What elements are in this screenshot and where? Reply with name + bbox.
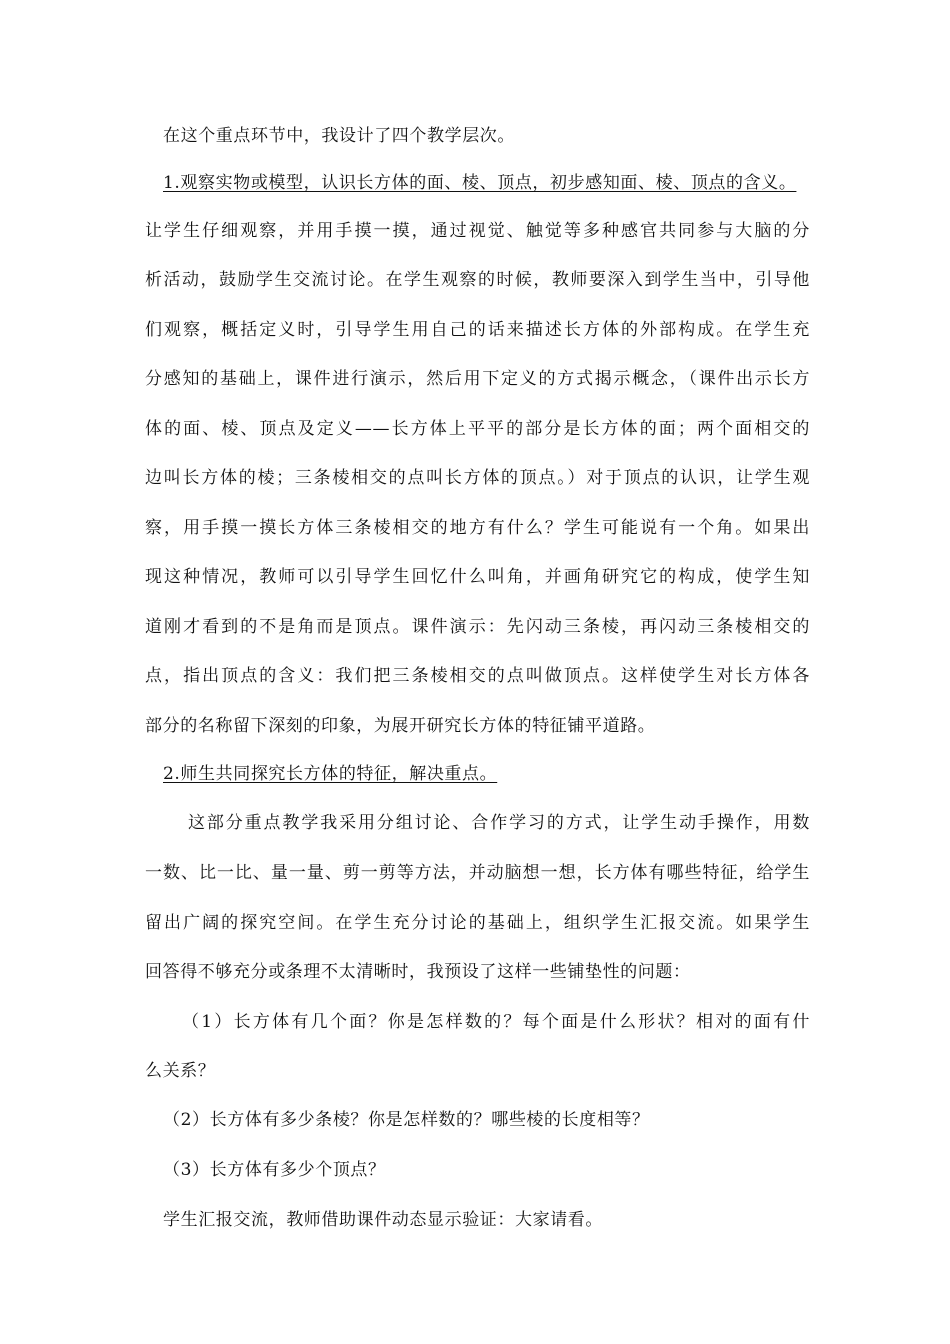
section2-line: 一数、比一比、量一量、剪一剪等方法，并动脑想一想，长方体有哪些特征，给学生 (145, 863, 810, 883)
intro-paragraph: 在这个重点环节中，我设计了四个教学层次。 (163, 126, 515, 146)
section2-heading: 2.师生共同探究长方体的特征，解决重点。 (163, 764, 498, 784)
section1-line: 察，用手摸一摸长方体三条棱相交的地方有什么？学生可能说有一个角。如果出 (145, 518, 810, 538)
section1-line: 分感知的基础上，课件进行演示，然后用下定义的方式揭示概念，（课件出示长方 (145, 369, 810, 389)
section1-line: 析活动，鼓励学生交流讨论。在学生观察的时候，教师要深入到学生当中，引导他 (145, 270, 810, 290)
section1-line: 体的面、棱、顶点及定义——长方体上平平的部分是长方体的面；两个面相交的 (145, 419, 810, 439)
section2-line: 这部分重点教学我采用分组讨论、合作学习的方式，让学生动手操作，用数 (188, 813, 810, 833)
section1-line: 让学生仔细观察，并用手摸一摸，通过视觉、触觉等多种感官共同参与大脑的分 (145, 221, 810, 241)
section1-line: 们观察，概括定义时，引导学生用自己的话来描述长方体的外部构成。在学生充 (145, 320, 810, 340)
section1-line: 点，指出顶点的含义：我们把三条棱相交的点叫做顶点。这样使学生对长方体各 (145, 666, 810, 686)
question-item: （3）长方体有多少个顶点？ (163, 1160, 386, 1180)
section1-line: 道刚才看到的不是角而是顶点。课件演示：先闪动三条棱，再闪动三条棱相交的 (145, 617, 810, 637)
section1-line: 边叫长方体的棱；三条棱相交的点叫长方体的顶点。）对于顶点的认识，让学生观 (145, 468, 810, 488)
section2-line: 留出广阔的探究空间。在学生充分讨论的基础上，组织学生汇报交流。如果学生 (145, 913, 810, 933)
section2-line: 回答得不够充分或条理不太清晰时，我预设了这样一些铺垫性的问题： (145, 962, 691, 982)
question-item: （2）长方体有多少条棱？你是怎样数的？哪些棱的长度相等？ (163, 1110, 650, 1130)
section1-heading: 1.观察实物或模型，认识长方体的面、棱、顶点，初步感知面、棱、顶点的含义。 (163, 173, 797, 193)
closing-paragraph: 学生汇报交流，教师借助课件动态显示验证：大家请看。 (163, 1210, 603, 1230)
question-item: 么关系？ (145, 1061, 216, 1081)
section1-line: 现这种情况，教师可以引导学生回忆什么叫角，并画角研究它的构成，使学生知 (145, 567, 810, 587)
question-item: （1）长方体有几个面？你是怎样数的？每个面是什么形状？相对的面有什 (182, 1012, 810, 1032)
section1-line: 部分的名称留下深刻的印象，为展开研究长方体的特征铺平道路。 (145, 716, 656, 736)
